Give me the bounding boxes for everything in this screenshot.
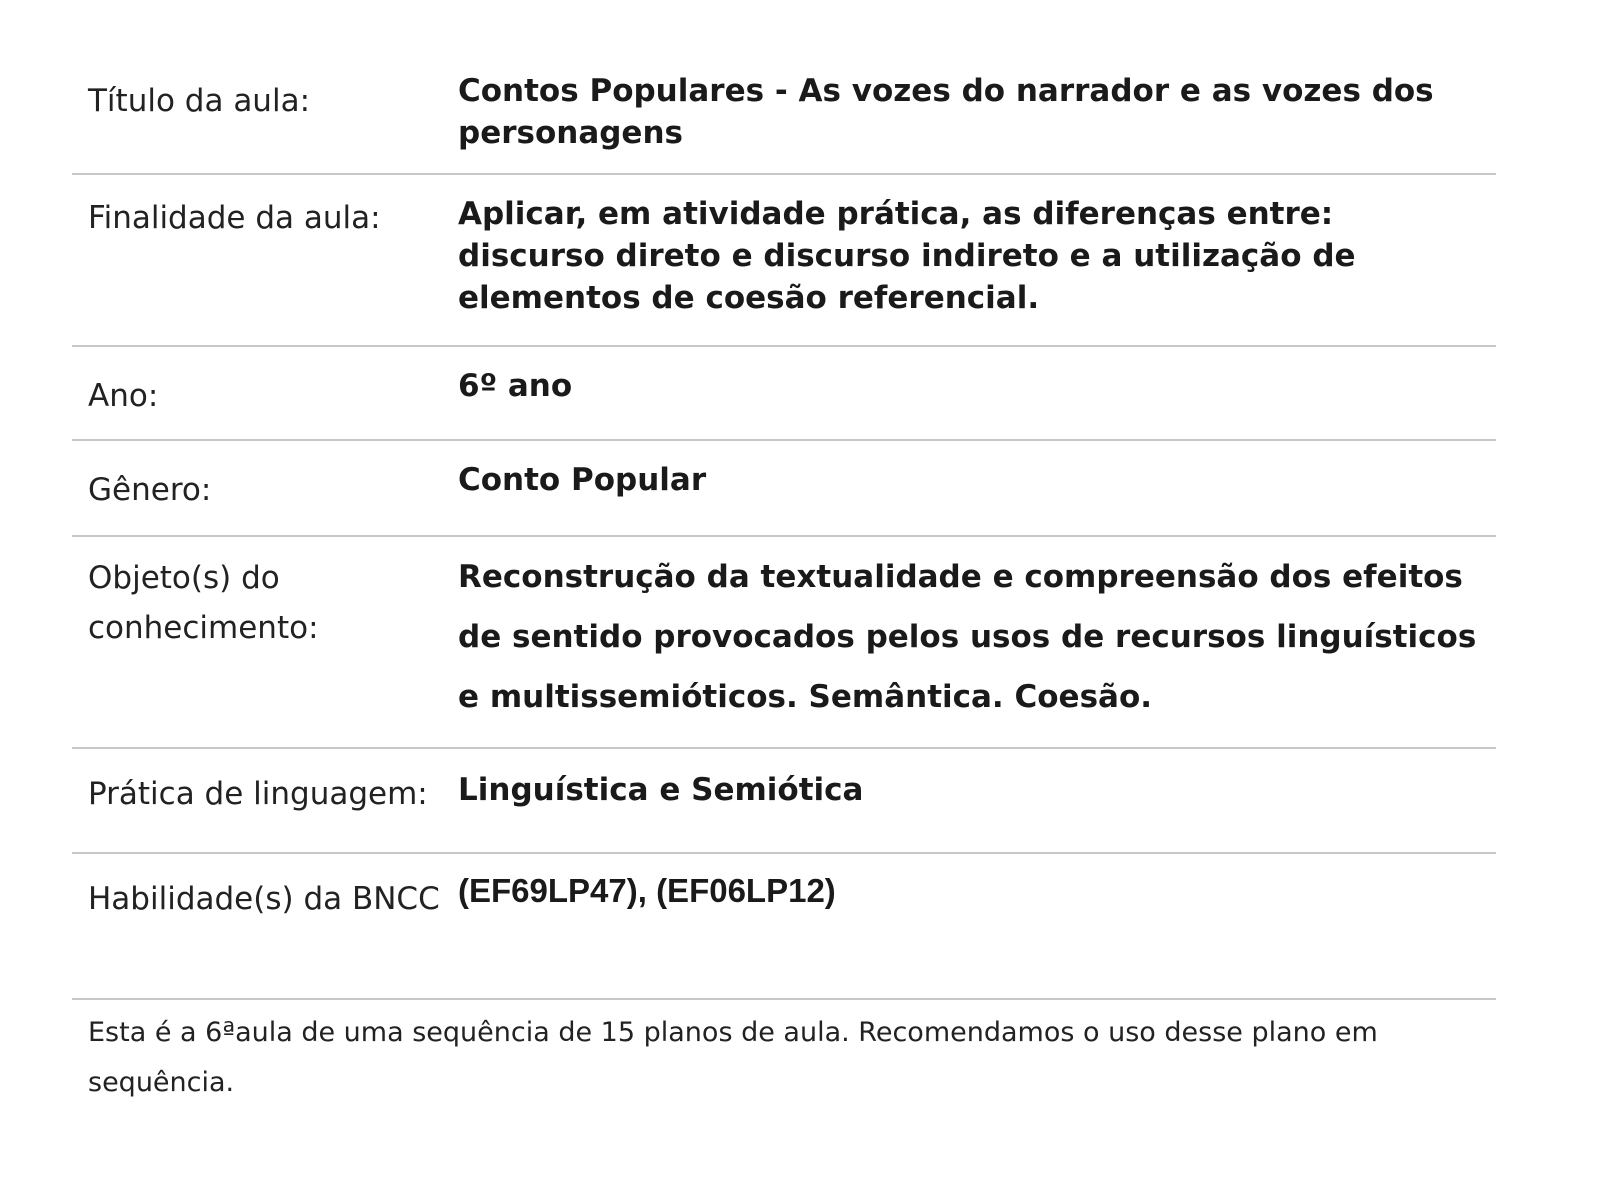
row-label: Habilidade(s) da BNCC: [88, 881, 440, 917]
table-row-genero: [72, 441, 1496, 537]
row-label: Objeto(s) do conhecimento:: [88, 560, 319, 646]
sequence-note: Esta é a 6ªaula de uma sequência de 15 planos de aula. Recomendamos o uso desse plano em sequência.: [88, 1017, 1378, 1098]
row-value: 6º ano: [458, 368, 573, 404]
table-row-ano: [72, 347, 1496, 441]
row-value: Linguística e Semiótica: [458, 772, 864, 808]
table-row-objeto: [72, 537, 1496, 749]
row-label: Gênero:: [88, 472, 212, 508]
row-value: (EF69LP47), (EF06LP12): [458, 872, 836, 909]
row-value: Reconstrução da textualidade e compreensão dos efeitos de sentido provocados pelos usos de recursos linguísticos e multissemióticos. Semântica. Coesão.: [458, 559, 1477, 715]
table-row-pratica: [72, 749, 1496, 854]
table-row-habilidades: [72, 854, 1496, 1000]
row-label: Título da aula:: [88, 83, 311, 119]
table-row-titulo: [72, 70, 1496, 175]
row-label: Finalidade da aula:: [88, 200, 381, 236]
row-value: Aplicar, em atividade prática, as diferenças entre: discurso direto e discurso indireto e a utilização de elementos de coesão referencial.: [458, 196, 1356, 316]
table-row-finalidade: [72, 175, 1496, 347]
row-label: Prática de linguagem:: [88, 776, 428, 812]
row-value: Conto Popular: [458, 462, 707, 498]
lesson-plan-table: [72, 70, 1496, 1000]
row-value: Contos Populares - As vozes do narrador e as vozes dos personagens: [458, 73, 1434, 151]
row-label: Ano:: [88, 378, 159, 414]
